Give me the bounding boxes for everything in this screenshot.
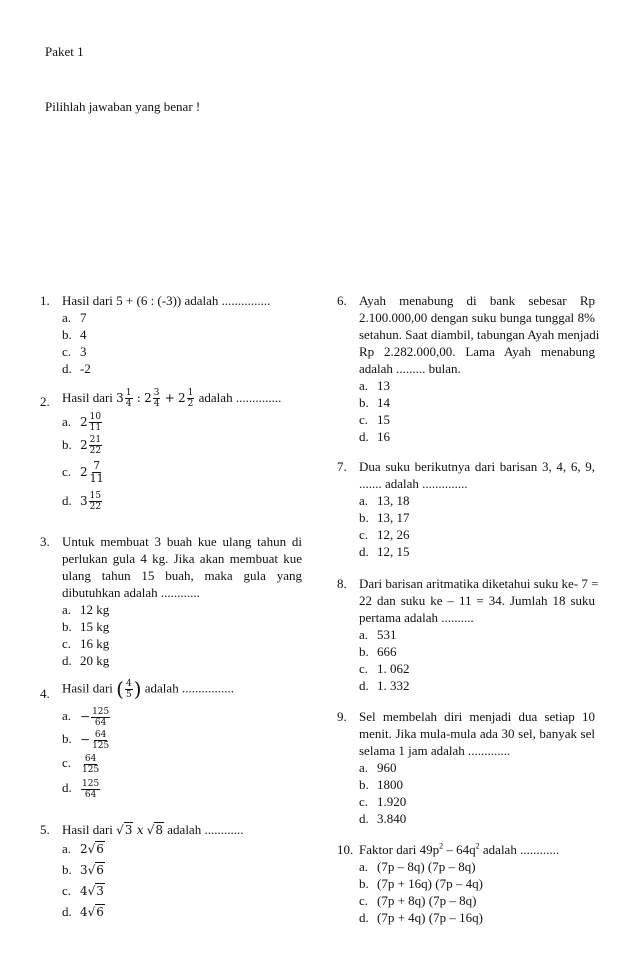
option-d[interactable]	[62, 652, 109, 669]
option-a[interactable]: a. − $\frac{125}{64}$	[62, 707, 110, 728]
question-prefix: Hasil dari	[62, 680, 113, 696]
option-value: 13, 17	[377, 510, 410, 525]
option-a[interactable]: a. 2 $\frac{10}{11}$	[62, 412, 102, 433]
option-letter: c.	[62, 883, 72, 898]
question-number: 8.	[337, 576, 347, 591]
question-number: 4.	[40, 686, 50, 701]
option-value: 1. 062	[377, 661, 410, 676]
option-letter: b.	[359, 644, 369, 659]
option-d[interactable]: d. 4√6	[62, 904, 104, 919]
option-letter: c.	[359, 527, 369, 542]
question-line: selama 1 jam adalah .............	[359, 743, 511, 758]
mixed-number: 2 $\frac{3}{4}$	[144, 388, 160, 409]
option-d[interactable]	[62, 360, 91, 377]
question-number: 10.	[337, 842, 354, 857]
question-line: 2.100.000,00 dengan suku bunga tunggal 8%	[359, 310, 595, 325]
option-value: 666	[377, 644, 397, 659]
option-c[interactable]	[359, 660, 410, 677]
question-line: Sel membelah diri menjadi dua setiap 10	[359, 709, 595, 724]
option-value: (7p – 8q) (7p – 8q)	[377, 859, 476, 874]
option-letter: c.	[62, 755, 72, 771]
question-line: Untuk membuat 3 buah kue ulang tahun di	[62, 534, 302, 549]
option-letter: a.	[62, 310, 72, 325]
option-letter: b.	[359, 510, 369, 525]
option-letter: d.	[359, 544, 369, 559]
question-line: setahun. Saat diambil, tabungan Ayah menjadi	[359, 327, 600, 342]
option-value: -2	[80, 361, 91, 376]
option-value: 13, 18	[377, 493, 410, 508]
option-value: 3	[80, 344, 87, 359]
question-number: 9.	[337, 709, 347, 724]
option-letter: d.	[62, 904, 72, 919]
option-a[interactable]	[62, 309, 87, 326]
option-b[interactable]: b. 2 $\frac{21}{22}$	[62, 435, 102, 456]
option-letter: b.	[62, 327, 72, 342]
question-line: dibutuhkan adalah ............	[62, 585, 200, 600]
option-c[interactable]: c. 4√3	[62, 883, 104, 898]
option-value: 15	[377, 412, 390, 427]
option-b[interactable]: b. − $\frac{64}{125}$	[62, 730, 110, 751]
option-value: 16	[377, 429, 390, 444]
instruction-text: Pilihlah jawaban yang benar !	[45, 99, 201, 114]
option-value: 1800	[377, 777, 403, 792]
option-d[interactable]: d. 3 $\frac{15}{22}$	[62, 491, 102, 512]
option-b[interactable]	[359, 776, 403, 793]
question-text: Faktor dari $49p^2 - 64q^2$ adalah ............	[359, 841, 560, 857]
option-d[interactable]	[359, 428, 390, 445]
option-c[interactable]	[359, 411, 390, 428]
question-number: 7.	[337, 459, 347, 474]
option-c[interactable]	[359, 793, 406, 810]
option-letter: b.	[62, 731, 72, 747]
option-letter: a.	[359, 493, 369, 508]
question-line: adalah ......... bulan.	[359, 361, 461, 376]
option-value: 12 kg	[80, 602, 110, 617]
option-letter: d.	[62, 361, 72, 376]
option-letter: a.	[359, 378, 369, 393]
option-letter: a.	[62, 841, 72, 856]
option-letter: c.	[62, 344, 72, 359]
question-line: 22 dan suku ke – 11 = 34. Jumlah 18 suku	[359, 593, 595, 608]
question-line: Dua suku berikutnya dari barisan 3, 4, 6, 9,	[359, 459, 595, 474]
option-letter: c.	[62, 464, 72, 479]
option-b[interactable]	[359, 394, 390, 411]
option-letter: a.	[359, 760, 369, 775]
option-a[interactable]	[359, 377, 390, 394]
question-line: ulang tahun 15 buah, maka gula yang	[62, 568, 302, 583]
option-letter: c.	[359, 893, 369, 908]
option-d[interactable]	[359, 810, 406, 827]
option-value: 4	[80, 327, 87, 342]
option-letter: d.	[359, 910, 369, 925]
option-letter: b.	[62, 619, 72, 634]
option-letter: b.	[62, 437, 72, 452]
option-c[interactable]: c. $\frac{64}{125}$	[62, 754, 100, 775]
option-letter: b.	[359, 395, 369, 410]
option-letter: d.	[62, 493, 72, 508]
option-c[interactable]	[359, 526, 410, 543]
option-b[interactable]	[359, 643, 397, 660]
option-letter: b.	[359, 777, 369, 792]
option-letter: c.	[359, 412, 369, 427]
option-value: 16 kg	[80, 636, 110, 651]
option-a[interactable]	[62, 601, 109, 618]
option-value: (7p + 8q) (7p – 8q)	[377, 893, 477, 908]
option-letter: d.	[62, 780, 72, 796]
option-letter: a.	[62, 414, 72, 429]
option-value: 12, 15	[377, 544, 410, 559]
option-letter: b.	[62, 862, 72, 877]
question-text	[62, 388, 281, 409]
question-prefix: Hasil dari	[62, 390, 113, 405]
option-value: 12, 26	[377, 527, 410, 542]
option-b[interactable]	[359, 509, 410, 526]
option-b[interactable]	[62, 326, 87, 343]
question-number: 5.	[40, 822, 50, 837]
option-a[interactable]	[359, 626, 397, 643]
question-text: Hasil dari 5 + (6 : (-3)) adalah ...............	[62, 293, 271, 308]
question-text: Hasil dari √3 x √8 adalah ............	[62, 822, 244, 837]
question-line: menit. Jika mula-mula ada 30 sel, banyak sel	[359, 726, 595, 741]
mixed-number: 2 $\frac{1}{2}$	[178, 388, 194, 409]
question-line: Rp 2.282.000,00. Lama Ayah menabung	[359, 344, 595, 359]
option-d[interactable]	[359, 543, 410, 560]
question-text: Hasil dari ( $\frac{4}{5}$ ) adalah ................	[62, 677, 234, 701]
option-letter: a.	[359, 859, 369, 874]
option-letter: b.	[359, 876, 369, 891]
question-prefix: Hasil dari	[62, 822, 113, 837]
question-number: 2.	[40, 394, 50, 409]
option-letter: d.	[359, 811, 369, 826]
option-c[interactable]	[359, 892, 476, 909]
question-suffix: adalah ............	[167, 822, 244, 837]
option-d[interactable]: d. $\frac{125}{64}$	[62, 779, 100, 800]
option-d[interactable]	[359, 909, 483, 926]
option-letter: a.	[359, 627, 369, 642]
option-c[interactable]: c. 2 $\frac{7}{11}$	[62, 459, 104, 485]
option-letter: d.	[359, 429, 369, 444]
option-value: 20 kg	[80, 653, 110, 668]
question-line: perlukan gula 4 kg. Jika akan membuat kue	[62, 551, 302, 566]
operator: +	[164, 391, 175, 405]
option-letter: a.	[62, 708, 72, 724]
option-value: (7p + 16q) (7p – 4q)	[377, 876, 483, 891]
question-line: Dari barisan aritmatika diketahui suku ke- 7 =	[359, 576, 599, 591]
question-line: pertama adalah ..........	[359, 610, 474, 625]
question-line: Ayah menabung di bank sebesar Rp	[359, 293, 595, 308]
option-letter: d.	[62, 653, 72, 668]
question-number: 3.	[40, 534, 50, 549]
option-b[interactable]	[62, 618, 109, 635]
option-a[interactable]	[359, 492, 410, 509]
question-number: 1.	[40, 293, 50, 308]
question-line: ....... adalah ..............	[359, 476, 468, 491]
question-suffix: adalah ..............	[198, 390, 282, 405]
option-d[interactable]	[359, 677, 410, 694]
option-c[interactable]	[62, 343, 87, 360]
mixed-number: 3 $\frac{1}{4}$	[116, 388, 132, 409]
option-letter: c.	[359, 794, 369, 809]
option-c[interactable]	[62, 635, 109, 652]
option-value: 3.840	[377, 811, 407, 826]
option-letter: c.	[62, 636, 72, 651]
option-letter: a.	[62, 602, 72, 617]
option-a[interactable]	[359, 759, 397, 776]
right-column	[337, 0, 600, 979]
option-value: (7p + 4q) (7p – 16q)	[377, 910, 483, 925]
option-value: 14	[377, 395, 390, 410]
option-b[interactable]	[359, 875, 483, 892]
operator: :	[136, 391, 141, 405]
question-number: 6.	[337, 293, 347, 308]
option-letter: d.	[359, 678, 369, 693]
option-value: 960	[377, 760, 397, 775]
option-value: 13	[377, 378, 390, 393]
option-letter: c.	[359, 661, 369, 676]
left-column	[40, 0, 302, 979]
option-a[interactable]: a. 2√6	[62, 841, 104, 856]
option-b[interactable]: b. 3√6	[62, 862, 104, 877]
option-value: 1.920	[377, 794, 407, 809]
option-value: 531	[377, 627, 397, 642]
option-value: 1. 332	[377, 678, 410, 693]
option-value: 15 kg	[80, 619, 110, 634]
paket-label: Paket 1	[45, 44, 84, 59]
question-suffix: adalah ................	[144, 680, 234, 696]
option-a[interactable]	[359, 858, 476, 875]
option-value: 7	[80, 310, 87, 325]
